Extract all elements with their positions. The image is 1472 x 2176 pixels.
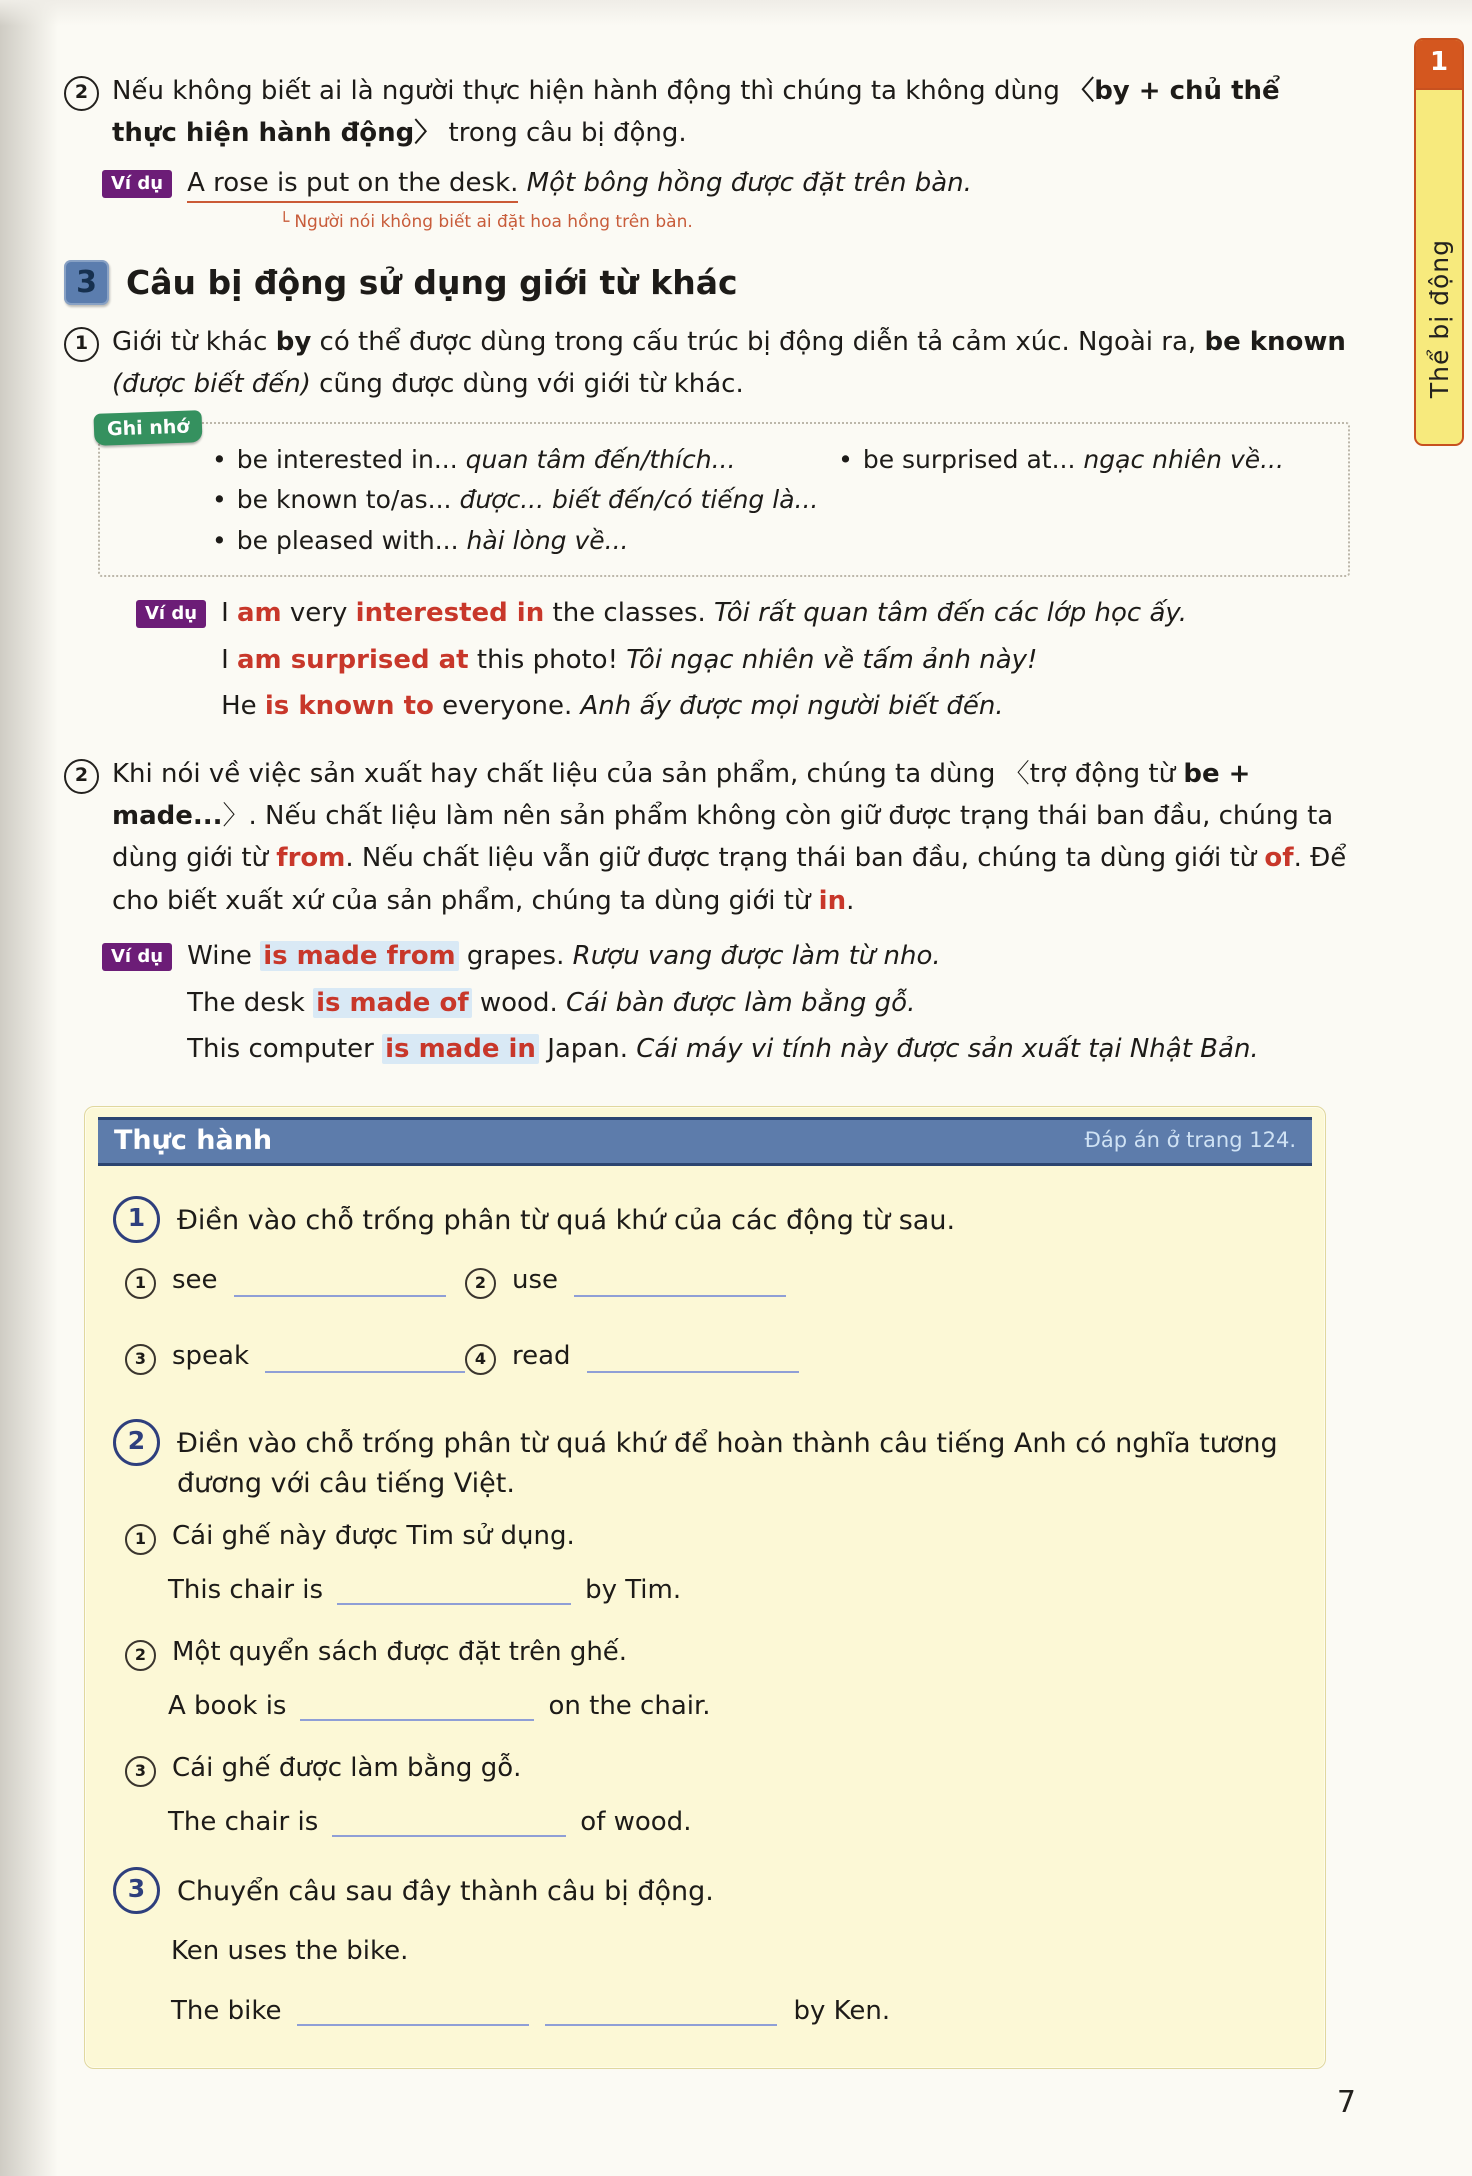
item-number: 3 — [125, 1756, 156, 1787]
fill-item — [125, 1263, 465, 1299]
point1-bold-be-known: be known — [1204, 326, 1346, 357]
intro-example-body — [187, 163, 972, 236]
item-number: 1 — [125, 1268, 156, 1299]
point2-a: Khi nói về việc sản xuất hay chất liệu của sản phẩm, chúng ta dùng 〈trợ động từ — [112, 758, 1184, 789]
ex-en: wood. — [471, 987, 567, 1018]
annotation-corner-mark: └ — [279, 212, 290, 233]
q2-item — [125, 1519, 1291, 1605]
bullet-icon: • — [838, 444, 853, 474]
vidu-badge: Ví dụ — [136, 600, 206, 628]
ex-highlight: is made from — [260, 941, 458, 971]
ex-vi: Cái bàn được làm bằng gỗ. — [566, 987, 916, 1018]
point2-g: . Để cho biết xuất xứ của sản phẩm, chúng ta dùng giới từ — [112, 843, 1347, 916]
practice-header-bar — [98, 1117, 1312, 1166]
practice-section — [84, 1106, 1326, 2069]
example-sentence — [187, 1029, 1259, 1070]
ex-en: The desk — [187, 987, 314, 1018]
answer-blank — [234, 1263, 446, 1297]
ex-en: I — [221, 598, 238, 629]
question-prompt: Điền vào chỗ trống phân từ quá khứ của các động từ sau. — [177, 1204, 956, 1236]
question-prompt: Điền vào chỗ trống phân từ quá khứ để hoàn thành câu tiếng Anh có nghĩa tương đương với câu tiếng Việt. — [177, 1427, 1278, 1500]
ex-en: very — [281, 598, 356, 629]
section3-point1 — [64, 321, 1350, 406]
ex-highlight: is known to — [264, 691, 434, 722]
point1-examples-row — [136, 593, 1350, 733]
phrase-english: be interested in... — [236, 444, 458, 474]
chapter-number: 1 — [1416, 40, 1462, 90]
english-post: on the chair. — [548, 1690, 711, 1721]
circled-number-marker: 2 — [64, 76, 99, 111]
ex-en: this photo! — [468, 644, 627, 675]
point1-g: cũng được dùng với giới từ khác. — [310, 369, 744, 400]
ex-en: Wine — [187, 941, 261, 972]
point1-examples — [221, 593, 1187, 733]
intro-text-bold: 〈by + chủ thể thực hiện hành động〉 — [112, 76, 1280, 149]
ghi-nho-item — [212, 440, 838, 481]
chapter-title-vertical: Thể bị động — [1424, 238, 1454, 398]
phrase-english: be known to/as... — [236, 485, 452, 515]
answer-blank — [300, 1687, 534, 1721]
answer-blank — [587, 1339, 799, 1373]
ex-en: This computer — [187, 1034, 383, 1065]
item-number: 1 — [125, 1524, 156, 1555]
example-sentence — [187, 983, 1259, 1024]
answer-blank — [574, 1263, 786, 1297]
ghi-nho-item — [212, 480, 1330, 521]
vietnamese-sentence: Một quyển sách được đặt trên ghế. — [172, 1636, 628, 1667]
answer-page-note: Đáp án ở trang 124. — [1084, 1128, 1296, 1153]
verb-word: see — [172, 1264, 218, 1295]
q1-fill-grid — [125, 1263, 1045, 1375]
circled-number-marker: 2 — [64, 759, 99, 794]
english-pre: The chair is — [168, 1806, 319, 1837]
section-3-header — [64, 260, 1350, 305]
phrase-vietnamese: ngạc nhiên về... — [1083, 444, 1284, 474]
point1-c: có thể được dùng trong cấu trúc bị động diễn tả cảm xúc. Ngoài ra, — [311, 326, 1205, 357]
answer-blank — [332, 1803, 566, 1837]
point2-bold: be + made... — [112, 758, 1251, 832]
bullet-icon: • — [212, 525, 227, 555]
ghi-nho-content — [98, 422, 1350, 578]
page-number: 7 — [1336, 2085, 1356, 2120]
ex-vi: Rượu vang được làm từ nho. — [572, 941, 941, 972]
q3-answer-line — [171, 1992, 1291, 2026]
point2-i: . — [846, 885, 855, 916]
chapter-side-tab — [1414, 38, 1464, 446]
vietnamese-sentence: Cái ghế được làm bằng gỗ. — [172, 1752, 522, 1783]
question-2 — [113, 1419, 1291, 1505]
circled-number-marker: 1 — [64, 327, 99, 362]
english-post: by Tim. — [585, 1574, 682, 1605]
example-english-underlined: A rose is put on the desk. — [187, 168, 518, 203]
english-post: of wood. — [580, 1806, 692, 1837]
section3-point2 — [64, 753, 1350, 923]
english-pre: A book is — [168, 1690, 287, 1721]
point2-examples-row — [102, 936, 1350, 1076]
item-number: 4 — [465, 1344, 496, 1375]
point2-red-in: in — [818, 885, 847, 916]
fill-item — [465, 1263, 1045, 1299]
q2-english-line — [168, 1803, 1291, 1837]
point2-c: 〉. Nếu chất liệu làm nên sản phẩm không còn giữ được trạng thái ban đầu, chúng ta dùng giới từ — [112, 801, 1334, 874]
point1-bold-by: by — [275, 326, 312, 357]
ex-en: grapes. — [458, 941, 573, 972]
question-number: 1 — [113, 1196, 160, 1243]
example-sentence — [221, 593, 1187, 634]
vietnamese-sentence: Cái ghế này được Tim sử dụng. — [172, 1520, 575, 1551]
annotation-text: Người nói không biết ai đặt hoa hồng trên bàn. — [294, 212, 693, 233]
verb-word: use — [512, 1264, 559, 1295]
verb-word: speak — [172, 1340, 250, 1371]
ghi-nho-badge: Ghi nhớ — [93, 410, 202, 446]
point2-examples — [187, 936, 1259, 1076]
vidu-badge: Ví dụ — [102, 170, 172, 198]
section-title: Câu bị động sử dụng giới từ khác — [126, 262, 738, 302]
ghi-nho-item — [212, 521, 1330, 562]
ex-highlight: is made of — [313, 988, 472, 1018]
intro-example-row — [102, 163, 1350, 236]
intro-text-a: Nếu không biết ai là người thực hiện hành động thì chúng ta không dùng — [112, 76, 1069, 106]
answer-blank — [265, 1339, 465, 1373]
example-annotation — [279, 209, 972, 236]
page-left-edge-shadow — [0, 0, 58, 2176]
phrase-english: be surprised at... — [862, 444, 1076, 474]
ex-highlight: is made in — [382, 1034, 539, 1064]
point2-paragraph — [112, 753, 1350, 923]
item-number: 2 — [465, 1268, 496, 1299]
ex-highlight: am surprised at — [237, 644, 469, 675]
ex-highlight: interested in — [355, 598, 545, 629]
question-1 — [113, 1196, 1291, 1243]
section-number-badge: 3 — [64, 260, 109, 305]
q2-vietnamese-line — [125, 1635, 1291, 1671]
phrase-english: be pleased with... — [236, 525, 459, 555]
english-pre: This chair is — [168, 1574, 324, 1605]
question-number: 2 — [113, 1419, 160, 1466]
q2-item — [125, 1635, 1291, 1721]
q2-vietnamese-line — [125, 1519, 1291, 1555]
example-sentence — [221, 686, 1187, 727]
item-number: 3 — [125, 1344, 156, 1375]
point2-e: . Nếu chất liệu vẫn giữ được trạng thái ban đầu, chúng ta dùng giới từ — [345, 843, 1265, 874]
point2-red-of: of — [1264, 843, 1294, 874]
ex-vi: Cái máy vi tính này được sản xuất tại Nhật Bản. — [636, 1034, 1259, 1065]
intro-example-line — [187, 163, 972, 204]
ghi-nho-item — [838, 440, 1284, 481]
fill-item — [465, 1339, 1045, 1375]
ghi-nho-note-box — [98, 415, 1350, 578]
fill-item — [125, 1339, 465, 1375]
point1-a: Giới từ khác — [112, 326, 276, 357]
point2-red-from: from — [276, 843, 346, 874]
example-sentence — [187, 936, 1259, 977]
page-content — [64, 70, 1350, 2069]
ex-vi: Anh ấy được mọi người biết đến. — [580, 691, 1004, 722]
phrase-vietnamese: được... biết đến/có tiếng là... — [459, 485, 819, 515]
intro-paragraph — [112, 70, 1350, 155]
verb-word: read — [512, 1340, 571, 1371]
english-pre: The bike — [171, 1995, 282, 2026]
q2-item — [125, 1751, 1291, 1837]
q2-english-line — [168, 1687, 1291, 1721]
ex-en: everyone. — [433, 691, 581, 722]
phrase-vietnamese: quan tâm đến/thích... — [465, 444, 736, 474]
bullet-icon: • — [212, 444, 227, 474]
question-prompt: Chuyển câu sau đây thành câu bị động. — [177, 1875, 714, 1907]
answer-blank — [337, 1571, 571, 1605]
answer-blank — [297, 1992, 529, 2026]
intro-point — [64, 70, 1350, 155]
vidu-badge: Ví dụ — [102, 943, 172, 971]
example-vietnamese: Một bông hồng được đặt trên bàn. — [526, 167, 972, 198]
ex-en: He — [221, 691, 265, 722]
ex-vi: Tôi ngạc nhiên về tấm ảnh này! — [626, 644, 1038, 675]
ex-en: the classes. — [544, 598, 715, 629]
ex-en: I — [221, 644, 238, 675]
page-top-edge-shadow — [0, 0, 1472, 26]
question-number: 3 — [113, 1867, 160, 1914]
ex-highlight: am — [237, 598, 282, 629]
ex-vi: Tôi rất quan tâm đến các lớp học ấy. — [714, 598, 1188, 629]
english-post: by Ken. — [793, 1995, 891, 2026]
phrase-vietnamese: hài lòng về... — [466, 525, 629, 555]
ex-en: Japan. — [538, 1034, 637, 1065]
question-3 — [113, 1867, 1291, 1914]
practice-body — [85, 1166, 1325, 2026]
point1-italic-vi: (được biết đến) — [112, 369, 311, 400]
q2-vietnamese-line — [125, 1751, 1291, 1787]
item-number: 2 — [125, 1640, 156, 1671]
q3-source-sentence: Ken uses the bike. — [171, 1935, 409, 1966]
example-sentence — [221, 640, 1187, 681]
intro-text-c: trong câu bị động. — [440, 118, 687, 149]
q2-english-line — [168, 1571, 1291, 1605]
ghi-nho-row-1 — [212, 440, 1330, 481]
bullet-icon: • — [212, 485, 227, 515]
practice-title: Thực hành — [114, 1124, 273, 1156]
point1-paragraph — [112, 321, 1350, 406]
answer-blank — [545, 1992, 777, 2026]
